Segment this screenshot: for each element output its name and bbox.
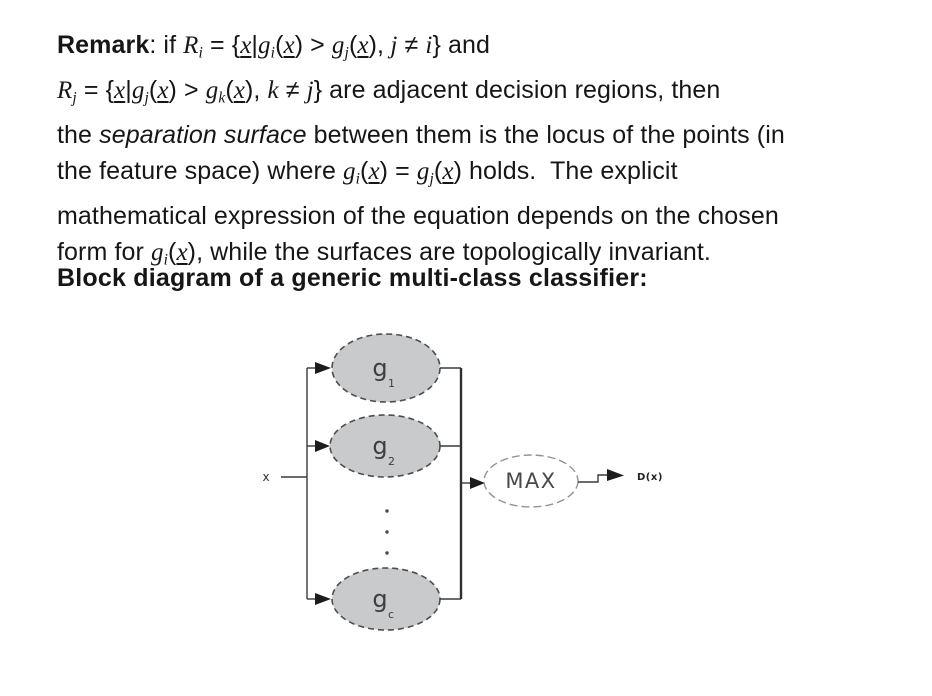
g1-arrow-icon: [315, 362, 331, 374]
text-run: between them is the locus of the points (in: [306, 120, 785, 149]
text-run: |: [125, 75, 132, 104]
text-run: x: [357, 32, 369, 59]
text-run: g: [331, 32, 345, 59]
input-label: x: [262, 470, 270, 484]
text-run: = {: [76, 75, 115, 104]
text-run: |: [251, 31, 259, 59]
text-run: = {: [202, 31, 241, 59]
text-run: R: [183, 32, 199, 59]
text-run: k: [267, 76, 279, 104]
text-run: x: [157, 76, 169, 104]
text-run: mathematical expression of the equation depends on the chosen: [57, 201, 779, 230]
text-run: j: [344, 44, 349, 62]
text-run: x: [114, 76, 126, 104]
text-run: (: [360, 157, 369, 186]
section-heading: Block diagram of a generic multi-class classifier:: [57, 264, 648, 292]
text-run: i: [425, 32, 433, 59]
g2-label: g: [372, 432, 388, 460]
text-run: k: [218, 89, 226, 107]
text-run: Remark: [57, 31, 150, 59]
text-run: ≠: [397, 31, 426, 59]
text-run: j: [72, 89, 77, 107]
g2-label-sub: 2: [388, 455, 395, 468]
text-run: form for: [57, 238, 151, 267]
text-run: ),: [244, 75, 268, 104]
output-label: D(x): [637, 472, 663, 483]
text-run: x: [442, 158, 454, 186]
text-run: ) =: [379, 157, 417, 186]
output-arrow-icon: [607, 469, 624, 481]
text-run: ) holds. The explicit: [453, 157, 678, 186]
text-run: j: [429, 170, 434, 188]
text-run: g: [416, 158, 430, 186]
text-run: R: [57, 76, 73, 104]
text-run: x: [233, 76, 245, 104]
text-run: } and: [432, 31, 490, 59]
text-run: separation surface: [99, 120, 307, 149]
ellipsis-dot: [385, 509, 388, 512]
text-run: g: [150, 239, 164, 267]
text-run: (: [275, 31, 284, 59]
text-run: j: [144, 89, 149, 107]
text-run: j: [306, 76, 314, 104]
text-run: j: [384, 32, 398, 59]
max-label: MAX: [505, 469, 557, 493]
text-run: ) >: [294, 31, 332, 59]
text-run: g: [205, 76, 219, 104]
g1-label-sub: 1: [388, 377, 395, 390]
text-run: ≠: [278, 75, 307, 104]
text-run: i: [198, 44, 203, 62]
output-wire: [578, 475, 607, 482]
text-run: i: [163, 251, 168, 269]
text-run: (: [348, 31, 358, 59]
gc-label-sub: c: [388, 608, 395, 621]
text-run: (: [225, 75, 234, 104]
text-run: i: [355, 170, 361, 188]
text-run: ) >: [168, 75, 206, 104]
text-run: x: [368, 158, 380, 186]
text-run: } are adjacent decision regions, then: [313, 75, 721, 104]
text-run: : if: [149, 31, 184, 59]
text-run: the: [57, 120, 100, 149]
text-run: the feature space) where: [57, 157, 343, 186]
text-run: (: [168, 238, 177, 267]
text-run: g: [258, 32, 271, 59]
text-run: x: [176, 239, 188, 267]
ellipsis-dot: [385, 551, 388, 554]
g2-arrow-icon: [315, 440, 330, 452]
text-run: i: [270, 44, 276, 62]
text-run: ), while the surfaces are topologically invariant.: [187, 238, 711, 267]
text-run: (: [148, 75, 158, 104]
ellipsis-dot: [385, 530, 388, 533]
gc-label: g: [372, 585, 388, 613]
g1-label: g: [372, 354, 388, 382]
text-run: x: [283, 32, 295, 59]
gc-arrow-icon: [315, 593, 331, 605]
text-run: ),: [368, 31, 385, 59]
text-run: g: [131, 76, 145, 104]
max-arrow-icon: [470, 477, 485, 489]
text-run: (: [433, 157, 443, 186]
text-run: g: [343, 158, 356, 186]
text-run: x: [240, 32, 252, 59]
